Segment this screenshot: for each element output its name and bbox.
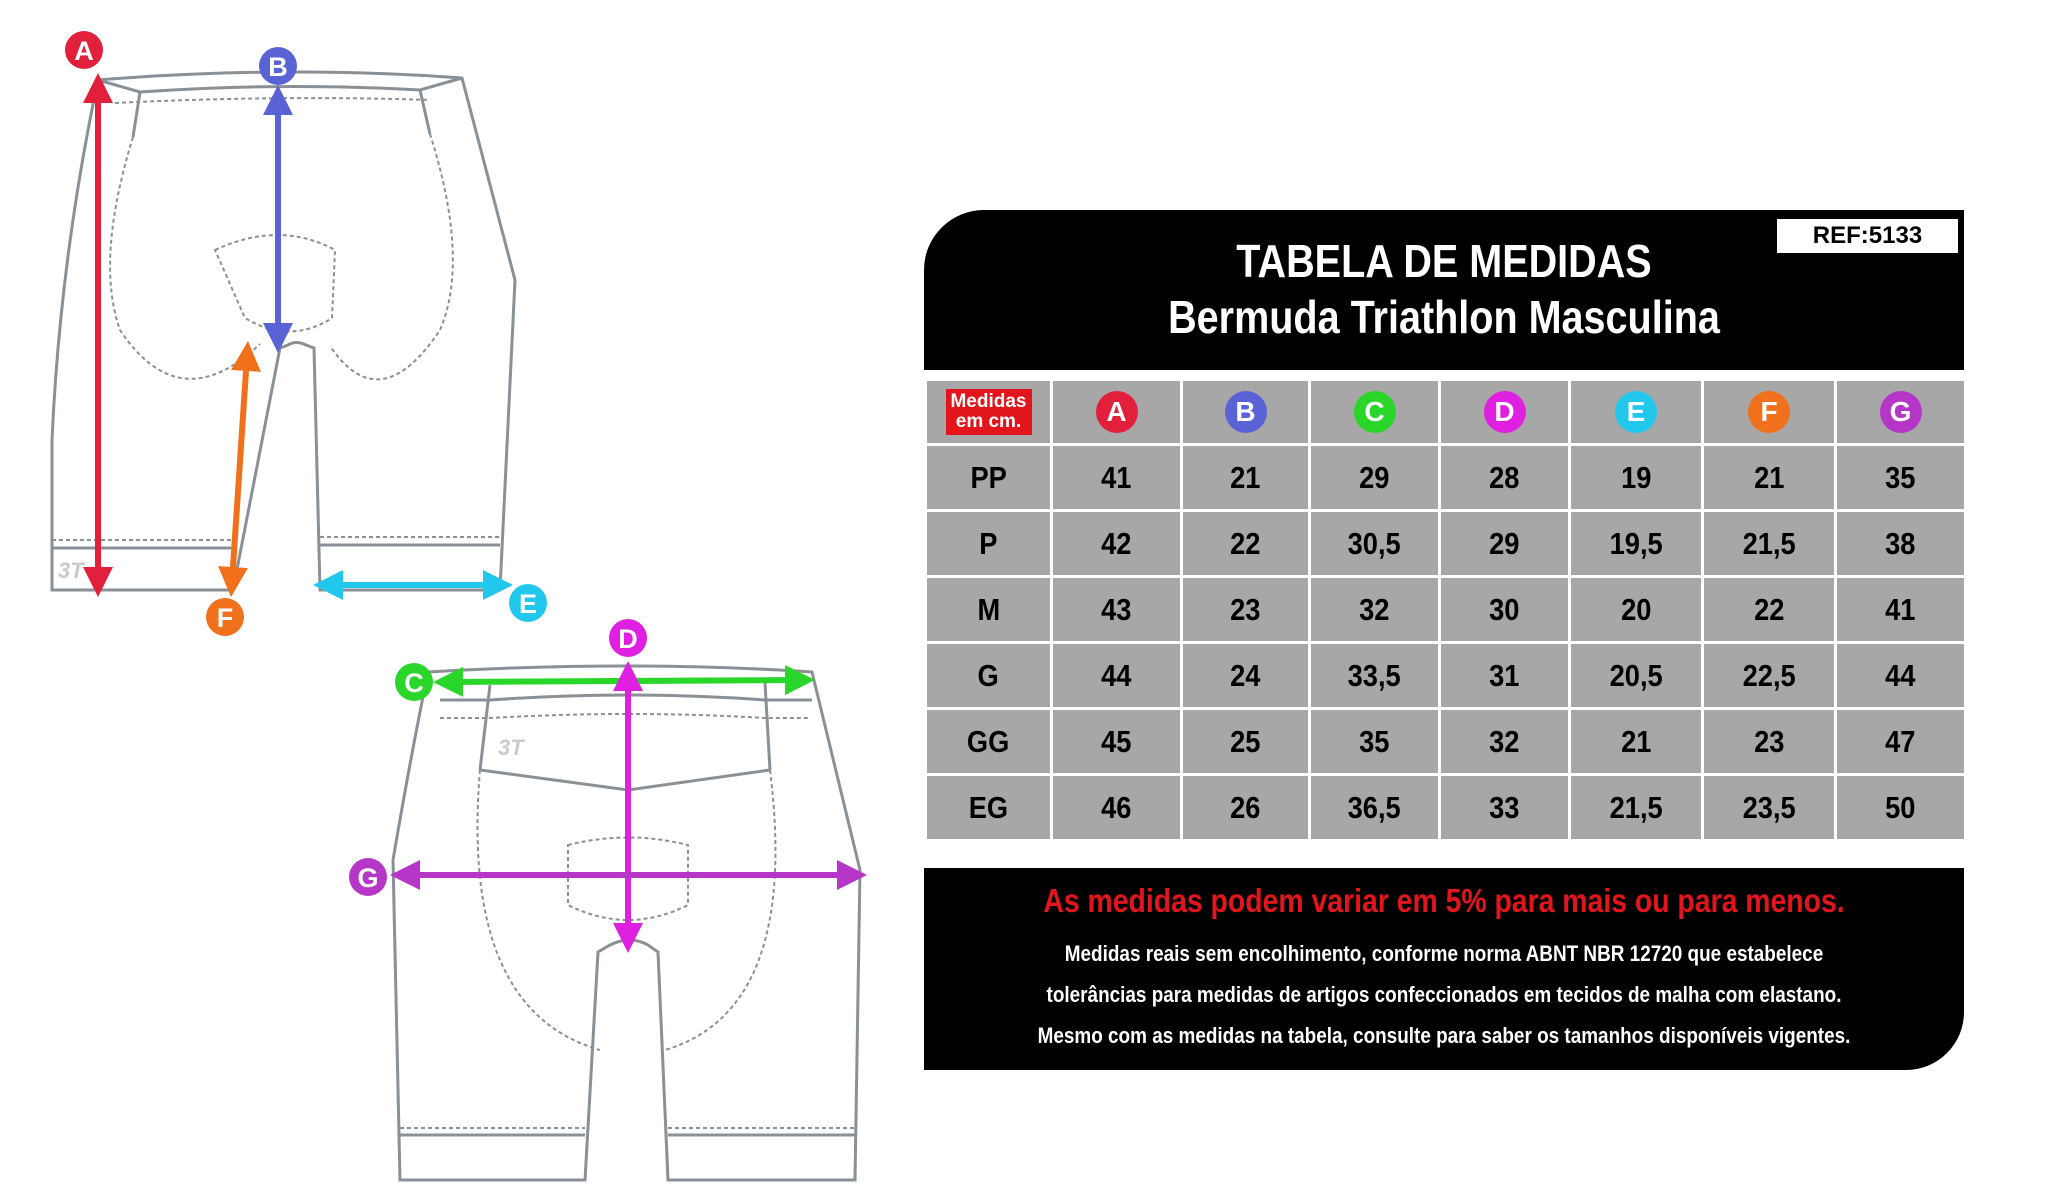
- value-cell: [1836, 445, 1966, 511]
- column-header-a: [1052, 380, 1182, 445]
- value-cell: [1310, 709, 1440, 775]
- value-text: 22: [1753, 591, 1785, 627]
- value-cell: [1440, 511, 1570, 577]
- value-text: 32: [1359, 591, 1390, 627]
- value-cell: [1310, 445, 1440, 511]
- value-text: 35: [1359, 723, 1390, 759]
- value-cell: [1182, 643, 1310, 709]
- value-cell: [1570, 445, 1703, 511]
- label-e-text: E: [518, 589, 538, 619]
- value-cell: [1052, 709, 1182, 775]
- value-text: 23: [1753, 723, 1785, 759]
- arrow-c: [448, 680, 800, 682]
- footer-note-1: Medidas reais sem encolhimento, conforme norma ABNT NBR 12720 que estabelece: [1064, 941, 1824, 966]
- header-row: [926, 380, 1966, 445]
- value-text: 44: [1885, 657, 1916, 693]
- value-text: 32: [1489, 723, 1520, 759]
- value-text: 29: [1489, 525, 1520, 561]
- value-text: 21: [1620, 723, 1652, 759]
- label-f-text: F: [216, 603, 234, 633]
- table-row: [926, 445, 1966, 511]
- label-e: [509, 584, 547, 622]
- column-header-f: [1703, 380, 1836, 445]
- shorts-measurement-diagram: [0, 0, 900, 1194]
- column-label-a: A: [1096, 391, 1138, 433]
- table-row: [926, 709, 1966, 775]
- size-label: P: [979, 525, 998, 561]
- shorts-front-view: [52, 72, 515, 590]
- unit-badge: [946, 389, 1032, 435]
- value-cell: [1182, 445, 1310, 511]
- value-text: 46: [1101, 789, 1132, 825]
- label-c: [395, 663, 433, 701]
- size-label: M: [977, 591, 1000, 627]
- value-text: 42: [1101, 525, 1132, 561]
- size-label: EG: [968, 789, 1009, 825]
- value-cell: [1310, 775, 1440, 841]
- value-cell: [1703, 577, 1836, 643]
- value-text: 23: [1230, 591, 1261, 627]
- value-cell: [1570, 577, 1703, 643]
- unit-header-cell: [926, 380, 1052, 445]
- value-text: 33,5: [1347, 657, 1402, 693]
- value-text: 30,5: [1347, 525, 1402, 561]
- value-cell: [1836, 511, 1966, 577]
- label-b: [259, 47, 297, 85]
- value-cell: [1310, 511, 1440, 577]
- value-text: 23,5: [1742, 789, 1796, 825]
- measurement-grid: [924, 378, 1964, 858]
- value-cell: [1440, 577, 1570, 643]
- value-text: 19,5: [1609, 525, 1663, 561]
- value-cell: [1182, 775, 1310, 841]
- column-header-b: [1182, 380, 1310, 445]
- value-cell: [1440, 775, 1570, 841]
- value-text: 20: [1620, 591, 1652, 627]
- table-row: [926, 775, 1966, 841]
- size-cell: [926, 643, 1052, 709]
- size-label: G: [977, 657, 1000, 693]
- size-table-card: [924, 210, 1964, 1070]
- value-cell: [1052, 643, 1182, 709]
- column-header-g: [1836, 380, 1966, 445]
- column-header-c: [1310, 380, 1440, 445]
- label-d-text: D: [618, 624, 638, 654]
- column-header-e: [1570, 380, 1703, 445]
- column-label-g: G: [1880, 391, 1922, 433]
- table-row: [926, 511, 1966, 577]
- value-cell: [1703, 511, 1836, 577]
- column-header-d: [1440, 380, 1570, 445]
- size-cell: [926, 709, 1052, 775]
- label-g: [349, 858, 387, 896]
- column-label-c: C: [1354, 391, 1396, 433]
- table-header: [924, 210, 1964, 370]
- size-cell: [926, 775, 1052, 841]
- size-cell: [926, 511, 1052, 577]
- table-row: [926, 577, 1966, 643]
- value-cell: [1310, 577, 1440, 643]
- unit-badge-line1: Medidas: [950, 391, 1027, 412]
- value-text: 22,5: [1742, 657, 1796, 693]
- size-label: GG: [967, 723, 1010, 759]
- reference-badge: REF:5133: [1777, 219, 1958, 253]
- value-cell: [1836, 643, 1966, 709]
- label-g-text: G: [357, 863, 379, 893]
- brand-mark-front: 3T: [58, 558, 84, 583]
- label-a-text: A: [74, 36, 94, 66]
- value-text: 44: [1101, 657, 1132, 693]
- value-cell: [1570, 511, 1703, 577]
- value-text: 45: [1101, 723, 1132, 759]
- value-text: 20,5: [1609, 657, 1663, 693]
- value-cell: [1310, 643, 1440, 709]
- size-cell: [926, 577, 1052, 643]
- value-text: 41: [1885, 591, 1916, 627]
- value-text: 31: [1489, 657, 1520, 693]
- value-text: 26: [1230, 789, 1261, 825]
- value-cell: [1836, 709, 1966, 775]
- value-text: 41: [1101, 459, 1132, 495]
- value-text: 38: [1885, 525, 1916, 561]
- value-cell: [1836, 775, 1966, 841]
- label-d: [609, 619, 647, 657]
- value-cell: [1440, 445, 1570, 511]
- size-cell: [926, 445, 1052, 511]
- value-text: 33: [1489, 789, 1520, 825]
- value-cell: [1052, 511, 1182, 577]
- value-cell: [1182, 709, 1310, 775]
- value-cell: [1182, 511, 1310, 577]
- label-f: [206, 598, 244, 636]
- value-text: 19: [1620, 459, 1652, 495]
- table-subtitle: Bermuda Triathlon Masculina: [1168, 291, 1720, 343]
- value-text: 29: [1359, 459, 1390, 495]
- size-label: PP: [970, 459, 1007, 495]
- label-a: [65, 31, 103, 69]
- value-cell: [1182, 577, 1310, 643]
- value-text: 36,5: [1347, 789, 1402, 825]
- value-cell: [1570, 643, 1703, 709]
- value-cell: [1703, 709, 1836, 775]
- value-text: 21: [1230, 459, 1261, 495]
- value-text: 30: [1489, 591, 1520, 627]
- value-cell: [1703, 445, 1836, 511]
- label-b-text: B: [268, 52, 288, 82]
- value-text: 21,5: [1742, 525, 1796, 561]
- value-cell: [1052, 445, 1182, 511]
- column-label-b: B: [1225, 391, 1267, 433]
- value-cell: [1440, 709, 1570, 775]
- value-cell: [1570, 775, 1703, 841]
- brand-mark-back: 3T: [498, 735, 524, 760]
- unit-badge-line2: em cm.: [955, 411, 1022, 432]
- table-row: [926, 643, 1966, 709]
- table-footer: [924, 868, 1964, 1070]
- variation-warning: As medidas podem variar em 5% para mais ou para menos.: [1043, 882, 1845, 919]
- value-text: 35: [1885, 459, 1916, 495]
- value-text: 22: [1230, 525, 1261, 561]
- value-cell: [1703, 643, 1836, 709]
- value-text: 24: [1230, 657, 1261, 693]
- value-cell: [1570, 709, 1703, 775]
- value-text: 50: [1885, 789, 1916, 825]
- column-label-f: F: [1748, 391, 1790, 433]
- column-label-d: D: [1484, 391, 1526, 433]
- table-title: TABELA DE MEDIDAS: [1236, 235, 1652, 287]
- footer-note-3: Mesmo com as medidas na tabela, consulte para saber os tamanhos disponíveis vigentes.: [1037, 1023, 1851, 1048]
- measurement-table: [924, 378, 1967, 842]
- value-cell: [1703, 775, 1836, 841]
- label-c-text: C: [404, 668, 424, 698]
- value-cell: [1052, 577, 1182, 643]
- value-text: 21: [1753, 459, 1785, 495]
- column-label-e: E: [1615, 391, 1657, 433]
- footer-note-2: tolerâncias para medidas de artigos confeccionados em tecidos de malha com elastano.: [1046, 982, 1842, 1007]
- value-text: 28: [1489, 459, 1520, 495]
- value-cell: [1440, 643, 1570, 709]
- value-text: 21,5: [1609, 789, 1663, 825]
- value-cell: [1836, 577, 1966, 643]
- value-text: 43: [1101, 591, 1132, 627]
- value-cell: [1052, 775, 1182, 841]
- value-text: 25: [1230, 723, 1261, 759]
- value-text: 47: [1885, 723, 1916, 759]
